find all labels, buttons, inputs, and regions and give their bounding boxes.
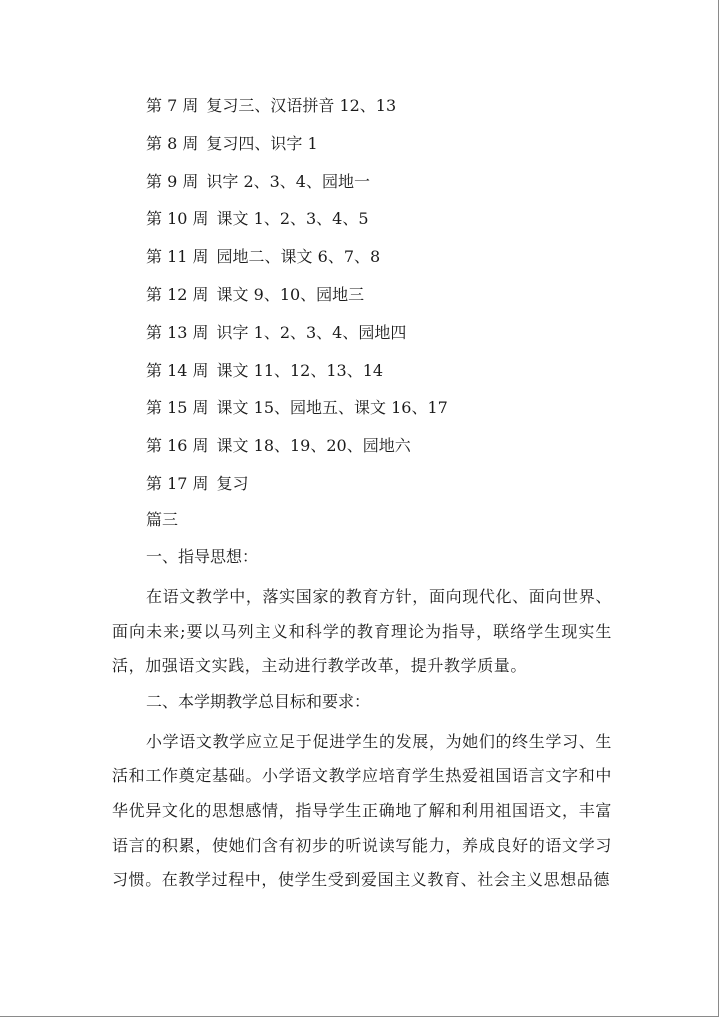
week-label: 第 8 周 <box>146 133 199 153</box>
week-content: 识字 2、3、4、园地一 <box>206 171 370 191</box>
weekly-schedule <box>146 92 616 508</box>
schedule-row <box>146 432 616 470</box>
week-label: 第 11 周 <box>146 247 209 267</box>
week-content: 识字 1、2、3、4、园地四 <box>216 322 407 342</box>
week-content: 园地二、课文 6、7、8 <box>216 247 381 267</box>
week-label: 第 10 周 <box>146 209 209 229</box>
week-label: 第 14 周 <box>146 360 209 380</box>
schedule-row <box>146 205 616 243</box>
section-body <box>112 506 612 902</box>
week-label: 第 12 周 <box>146 284 209 304</box>
heading-guiding-ideology: 一、指导思想： <box>146 547 259 566</box>
week-content: 复习 <box>216 473 249 493</box>
paragraph-semester-goals: 小学语文教学应立足于促进学生的发展，为她们的终生学习、生活和工作奠定基础。小学语文教学应培育学生热爱祖国语言文字和中华优异文化的思想感情，指导学生正确地了解和利用祖国语文，丰富语言的积累，使她们含有初步的听说读写能力，养成良好的语文学习习惯。在教学过程中，使学生受到爱国主义教育、社会主义思想品德 <box>112 731 612 890</box>
schedule-row <box>146 394 616 432</box>
week-label: 第 7 周 <box>146 96 199 115</box>
week-content: 复习四、识字 1 <box>206 133 318 153</box>
schedule-row <box>146 470 616 508</box>
week-label: 第 17 周 <box>146 473 209 493</box>
week-content: 课文 18、19、20、园地六 <box>216 436 411 456</box>
schedule-row <box>146 92 616 130</box>
schedule-row <box>146 130 616 168</box>
week-content: 课文 1、2、3、4、5 <box>216 209 369 229</box>
week-content: 课文 11、12、13、14 <box>216 360 384 380</box>
week-label: 第 15 周 <box>146 398 209 418</box>
heading-semester-goals: 二、本学期教学总目标和要求： <box>146 691 371 711</box>
schedule-row <box>146 281 616 319</box>
schedule-row <box>146 357 616 395</box>
week-content: 课文 15、园地五、课文 16、17 <box>216 398 448 418</box>
paragraph-guiding-ideology: 在语文教学中，落实国家的教育方针，面向现代化、面向世界、面向未来;要以马列主义和科学的教育理论为指导，联络学生现实生活，加强语文实践，主动进行教学改革，提升教学质量。 <box>112 587 612 676</box>
week-label: 第 13 周 <box>146 322 209 342</box>
week-content: 课文 9、10、园地三 <box>216 284 365 304</box>
schedule-row <box>146 243 616 281</box>
schedule-row <box>146 168 616 206</box>
week-label: 第 9 周 <box>146 171 199 191</box>
section-title: 篇三 <box>146 510 179 529</box>
week-label: 第 16 周 <box>146 436 209 456</box>
schedule-row <box>146 319 616 357</box>
week-content: 复习三、汉语拼音 12、13 <box>206 96 397 115</box>
